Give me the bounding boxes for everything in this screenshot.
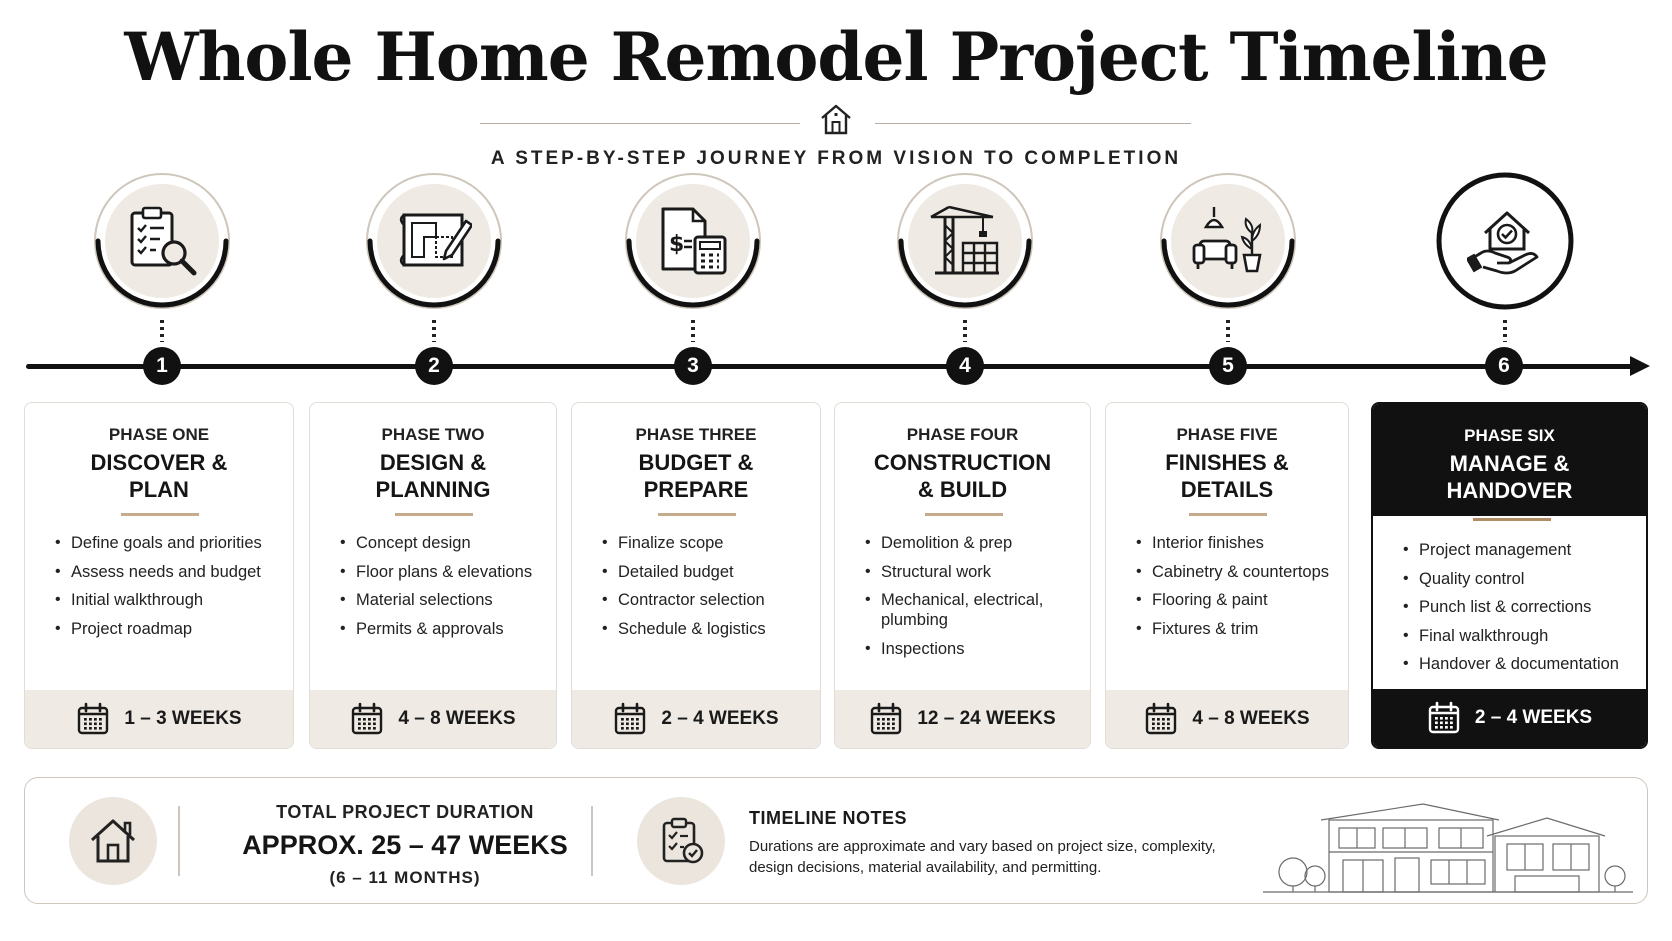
phase-task-list (1405, 540, 1634, 683)
phase-task-item: • Demolition & prep (867, 533, 1078, 553)
summary-divider (591, 806, 593, 876)
connector-dots (1226, 320, 1230, 342)
phase-task-item: • Fixtures & trim (1138, 619, 1336, 639)
armchair-lamp-plant-icon (1190, 203, 1266, 279)
phase-task-item: • Floor plans & elevations (342, 562, 544, 582)
phase-duration-value: 2 – 4 WEEKS (1474, 707, 1593, 728)
phase-card-1 (24, 402, 294, 749)
phase-task-item: • Project roadmap (57, 619, 281, 639)
phase-task-list (867, 533, 1078, 667)
timeline-arrowhead (1630, 356, 1650, 376)
phase-duration-value: 1 – 3 WEEKS (124, 708, 242, 729)
phase-name: FINISHES & DETAILS (1165, 450, 1289, 502)
phase-task-item: • Define goals and priorities (57, 533, 281, 553)
clipboard-checklist-magnifier-icon (124, 203, 200, 279)
timeline-marker-6: 6 (1485, 347, 1523, 385)
phase-task-item: • Handover & documentation (1405, 654, 1634, 674)
phase-duration (835, 690, 1090, 748)
summary-divider (178, 806, 180, 876)
title-divider-left (480, 123, 800, 124)
phase-task-list (1138, 533, 1336, 647)
total-duration-months: (6 – 11 MONTHS) (329, 868, 481, 887)
blueprint-pencil-icon (396, 203, 472, 279)
phase-5-icon-badge (1160, 173, 1296, 309)
phase-duration-value: 12 – 24 WEEKS (917, 708, 1056, 729)
calendar-icon (1144, 702, 1178, 736)
phase-card-3 (571, 402, 821, 749)
phase-task-item: • Flooring & paint (1138, 590, 1336, 610)
hand-house-check-icon (1467, 203, 1543, 279)
phase-task-item: • Interior finishes (1138, 533, 1336, 553)
timeline-notes-title: TIMELINE NOTES (749, 808, 908, 828)
phase-4-icon-badge (897, 173, 1033, 309)
phase-2-icon-badge (366, 173, 502, 309)
phase-accent-bar (395, 513, 473, 516)
phase-6-icon-badge (1437, 173, 1573, 309)
phase-label: PHASE SIX (1464, 426, 1555, 445)
phase-card-4 (834, 402, 1091, 749)
page-title: Whole Home Remodel Project Timeline (124, 18, 1548, 96)
phase-task-item: • Punch list & corrections (1405, 597, 1634, 617)
connector-dots (1503, 320, 1507, 342)
phase-task-item: • Project management (1405, 540, 1634, 560)
phase-label: PHASE FIVE (1176, 425, 1278, 444)
phase-accent-bar (1189, 513, 1267, 516)
phase-task-item: • Initial walkthrough (57, 590, 281, 610)
phase-task-list (604, 533, 808, 647)
phase-task-item: • Final walkthrough (1405, 626, 1634, 646)
phase-task-item: • Contractor selection (604, 590, 808, 610)
phase-name: BUDGET & PREPARE (638, 450, 754, 502)
calendar-icon (613, 702, 647, 736)
house-sketch-illustration (1263, 790, 1633, 898)
connector-dots (963, 320, 967, 342)
clipboard-check-icon (655, 815, 707, 867)
connector-dots (160, 320, 164, 342)
phase-card-6 (1371, 402, 1648, 749)
phase-task-item: • Quality control (1405, 569, 1634, 589)
calendar-icon (76, 702, 110, 736)
invoice-calculator-icon (655, 203, 731, 279)
timeline-marker-1: 1 (143, 347, 181, 385)
phase-1-icon-badge (94, 173, 230, 309)
phase-task-list (57, 533, 281, 647)
phase-task-item: • Assess needs and budget (57, 562, 281, 582)
phase-accent-bar (925, 513, 1003, 516)
phase-task-item: • Material selections (342, 590, 544, 610)
phase-label: PHASE THREE (635, 425, 757, 444)
phase-task-item: • Inspections (867, 639, 1078, 659)
phase-task-item: • Finalize scope (604, 533, 808, 553)
phase-task-item: • Permits & approvals (342, 619, 544, 639)
phase-task-item: • Structural work (867, 562, 1078, 582)
connector-dots (432, 320, 436, 342)
timeline-line (26, 364, 1636, 369)
phase-card-2 (309, 402, 557, 749)
phase-accent-bar (658, 513, 736, 516)
timeline-notes-text: Durations are approximate and vary based on project size, complexity, design decisions, material availability, and permitting. (749, 838, 1216, 876)
summary-panel (24, 777, 1648, 904)
total-duration-badge (69, 797, 157, 885)
phase-accent-bar (121, 513, 199, 516)
phase-duration (25, 690, 293, 748)
connector-dots (691, 320, 695, 342)
phase-duration (1106, 690, 1348, 748)
phase-task-item: • Concept design (342, 533, 544, 553)
phase-task-list (342, 533, 544, 647)
timeline-marker-4: 4 (946, 347, 984, 385)
total-duration-label: TOTAL PROJECT DURATION (276, 802, 534, 822)
phase-label: PHASE FOUR (906, 425, 1019, 444)
phase-card-5 (1105, 402, 1349, 749)
crane-building-icon (927, 203, 1003, 279)
svg-text:$: $ (669, 232, 685, 257)
timeline-marker-3: 3 (674, 347, 712, 385)
phase-duration (1373, 689, 1646, 747)
phase-task-item: • Schedule & logistics (604, 619, 808, 639)
calendar-icon (869, 702, 903, 736)
phase-name: MANAGE & HANDOVER (1446, 451, 1573, 503)
phase-duration-value: 4 – 8 WEEKS (1192, 708, 1310, 729)
timeline-marker-2: 2 (415, 347, 453, 385)
timeline-marker-5: 5 (1209, 347, 1247, 385)
calendar-icon (350, 702, 384, 736)
phase-duration (310, 690, 556, 748)
phase-duration (572, 690, 820, 748)
total-duration-value: APPROX. 25 – 47 WEEKS (242, 830, 568, 860)
phase-duration-value: 2 – 4 WEEKS (661, 708, 779, 729)
phase-task-item: • Mechanical, electrical, plumbing (867, 590, 1078, 630)
timeline-notes-badge (637, 797, 725, 885)
phase-label: PHASE TWO (381, 425, 485, 444)
house-icon (87, 815, 139, 867)
phase-duration-value: 4 – 8 WEEKS (398, 708, 516, 729)
phase-task-item: • Cabinetry & countertops (1138, 562, 1336, 582)
phase-name: DESIGN & PLANNING (375, 450, 491, 502)
phase-3-icon-badge (625, 173, 761, 309)
phase-label: PHASE ONE (108, 425, 210, 444)
calendar-icon (1427, 701, 1461, 735)
phase-task-item: • Detailed budget (604, 562, 808, 582)
phase-name: DISCOVER & PLAN (90, 450, 228, 502)
page-subtitle: A STEP-BY-STEP JOURNEY FROM VISION TO COMPLETION (490, 148, 1182, 169)
phase-name: CONSTRUCTION & BUILD (873, 450, 1052, 502)
title-divider-right (875, 123, 1191, 124)
phase-accent-bar (1473, 518, 1551, 521)
house-icon (818, 102, 854, 136)
